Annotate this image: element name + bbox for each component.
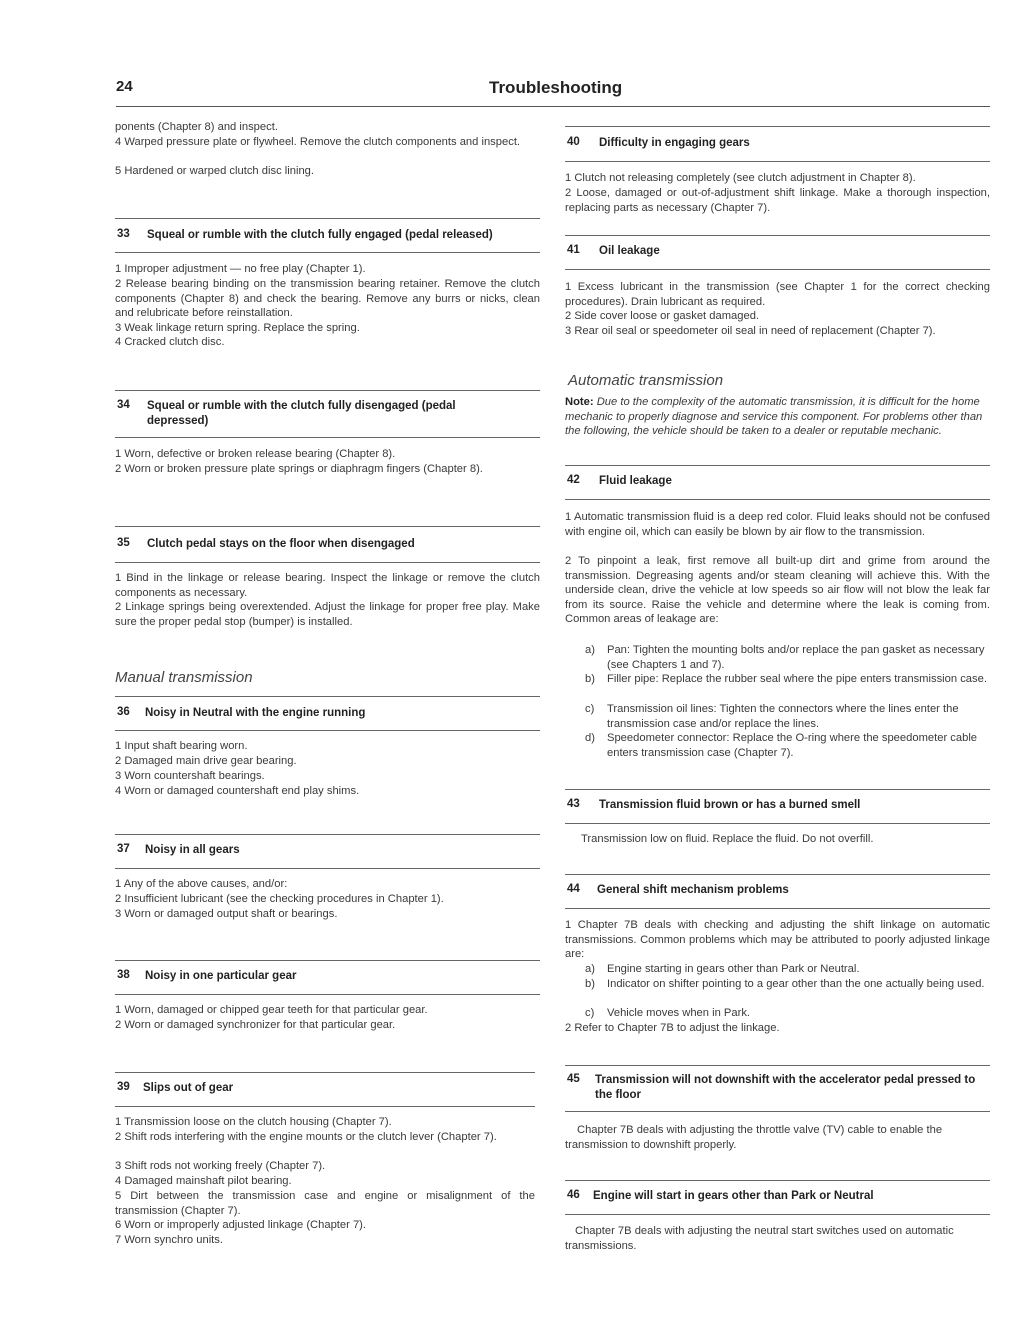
section-45-text: Chapter 7B deals with adjusting the throttle valve (TV) cable to enable the transmission to downshift properly. xyxy=(565,1124,943,1151)
list-item: 6 Worn or improperly adjusted linkage (Chapter 7). xyxy=(115,1219,367,1231)
manual-transmission-heading: Manual transmission xyxy=(115,669,253,686)
section-title: Squeal or rumble with the clutch fully engaged (pedal released) xyxy=(147,229,493,241)
list-item: 2 Shift rods interfering with the engine mounts or the clutch lever (Chapter 7). xyxy=(115,1131,497,1143)
list-item: 2 Loose, damaged or out-of-adjustment shift linkage. Make a thorough inspection, replacing parts as necessary (Chapter 7). xyxy=(565,187,990,214)
section-45-heading xyxy=(565,1065,990,1112)
note xyxy=(565,395,990,439)
sub-item-text: Transmission oil lines: Tighten the connectors where the lines enter the transmission case and/or replace the lines. xyxy=(607,703,959,730)
list-item: 2 Worn or damaged synchronizer for that particular gear. xyxy=(115,1019,396,1031)
section-number: 35 xyxy=(117,537,130,549)
list-item: 3 Weak linkage return spring. Replace the spring. xyxy=(115,322,360,334)
sub-item-label: a) xyxy=(585,644,595,656)
note-label: Note: xyxy=(565,396,594,408)
section-number: 37 xyxy=(117,843,130,855)
intro-item-5: 5 Hardened or warped clutch disc lining. xyxy=(115,165,314,177)
sub-item-text: Speedometer connector: Replace the O-ring where the speedometer cable enters transmission case (Chapter 7). xyxy=(607,732,978,759)
sub-item xyxy=(585,977,990,992)
section-title: Fluid leakage xyxy=(599,475,672,487)
list-item: 1 Clutch not releasing completely (see clutch adjustment in Chapter 8). xyxy=(565,172,916,184)
sub-item xyxy=(585,672,990,687)
list-item: 2 Side cover loose or gasket damaged. xyxy=(565,310,760,322)
sub-item xyxy=(585,643,990,672)
page-title: Troubleshooting xyxy=(489,78,623,97)
section-35-heading xyxy=(115,526,540,563)
list-item: 2 Release bearing binding on the transmission bearing retainer. Remove the clutch components (Chapter 8) and check the bearing. Remove any burrs or nicks, clean and relubricate before reinstallation. xyxy=(115,278,540,320)
section-title: Difficulty in engaging gears xyxy=(599,137,750,149)
list-item: 4 Worn or damaged countershaft end play shims. xyxy=(115,785,360,797)
section-number: 36 xyxy=(117,706,130,718)
sub-item xyxy=(585,702,990,731)
list-item: 3 Shift rods not working freely (Chapter 7). xyxy=(115,1160,326,1172)
list-item: 1 Excess lubricant in the transmission (see Chapter 1 for the correct checking procedures). Drain lubricant as required. xyxy=(565,281,990,308)
section-title: Slips out of gear xyxy=(143,1082,234,1094)
section-44-heading xyxy=(565,874,990,909)
section-title: Oil leakage xyxy=(599,245,660,257)
section-title: Engine will start in gears other than Park or Neutral xyxy=(593,1190,874,1202)
page-number: 24 xyxy=(116,78,133,95)
sub-item-label: a) xyxy=(585,963,595,975)
list-item: 1 Transmission loose on the clutch housing (Chapter 7). xyxy=(115,1116,392,1128)
list-item: 2 Linkage springs being overextended. Adjust the linkage for proper free play. Make sure the proper pedal stop (bumper) is installed. xyxy=(115,601,540,628)
section-46-text: Chapter 7B deals with adjusting the neutral start switches used on automatic transmissions. xyxy=(565,1225,954,1252)
note-text: Due to the complexity of the automatic transmission, it is difficult for the home mechanic to properly diagnose and service this component. For problems other than the following, the vehicle should be taken to a dealer or reputable mechanic. xyxy=(565,396,983,438)
section-39-heading xyxy=(115,1072,535,1107)
sub-item-text: Filler pipe: Replace the rubber seal where the pipe enters transmission case. xyxy=(607,673,987,685)
list-item: 1 Bind in the linkage or release bearing. Inspect the linkage or remove the clutch components as necessary. xyxy=(115,572,540,599)
section-46-heading xyxy=(565,1180,990,1215)
section-number: 33 xyxy=(117,228,130,240)
sub-item-text: Engine starting in gears other than Park or Neutral. xyxy=(607,963,860,975)
list-item: 1 Automatic transmission fluid is a deep red color. Fluid leaks should not be confused with engine oil, which can easily be blown by air flow to the transmission. xyxy=(565,511,990,538)
section-title: Noisy in Neutral with the engine running xyxy=(145,707,366,719)
section-title: Noisy in one particular gear xyxy=(145,970,297,982)
list-item: 3 Rear oil seal or speedometer oil seal in need of replacement (Chapter 7). xyxy=(565,325,936,337)
section-43-text: Transmission low on fluid. Replace the fluid. Do not overfill. xyxy=(581,833,874,845)
list-item: 2 Insufficient lubricant (see the checking procedures in Chapter 1). xyxy=(115,893,444,905)
list-item: 2 Worn or broken pressure plate springs or diaphragm fingers (Chapter 8). xyxy=(115,463,483,475)
sub-item-text: Indicator on shifter pointing to a gear other than the one actually being used. xyxy=(607,978,985,990)
section-title: General shift mechanism problems xyxy=(597,884,789,896)
section-number: 45 xyxy=(567,1073,580,1085)
list-item: 4 Damaged mainshaft pilot bearing. xyxy=(115,1175,292,1187)
list-item: 1 Worn, defective or broken release bearing (Chapter 8). xyxy=(115,448,396,460)
sub-item-label: b) xyxy=(585,673,595,685)
section-title: Clutch pedal stays on the floor when disengaged xyxy=(147,538,415,550)
automatic-transmission-heading: Automatic transmission xyxy=(568,372,724,389)
section-40-heading xyxy=(565,126,990,162)
sub-item-text: Pan: Tighten the mounting bolts and/or replace the pan gasket as necessary (see Chapters 1 and 7). xyxy=(607,644,985,671)
list-item: 1 Worn, damaged or chipped gear teeth for that particular gear. xyxy=(115,1004,428,1016)
section-38-heading xyxy=(115,960,540,995)
section-number: 41 xyxy=(567,244,580,256)
list-item: 3 Worn or damaged output shaft or bearings. xyxy=(115,908,338,920)
list-item: 1 Input shaft bearing worn. xyxy=(115,740,248,752)
list-item: 3 Worn countershaft bearings. xyxy=(115,770,265,782)
section-33-heading xyxy=(115,218,540,253)
section-number: 38 xyxy=(117,969,130,981)
section-number: 46 xyxy=(567,1189,580,1201)
list-item: 4 Cracked clutch disc. xyxy=(115,336,225,348)
list-item: 1 Chapter 7B deals with checking and adjusting the shift linkage on automatic transmissions. Common problems which may be attributed to poorly adjusted linkage are: xyxy=(565,919,990,961)
intro-line: ponents (Chapter 8) and inspect. xyxy=(115,121,278,133)
section-number: 44 xyxy=(567,883,580,895)
section-title: Noisy in all gears xyxy=(145,844,240,856)
sub-item-label: c) xyxy=(585,703,595,715)
section-number: 40 xyxy=(567,136,580,148)
list-item: 1 Any of the above causes, and/or: xyxy=(115,878,288,890)
section-36-heading xyxy=(115,696,540,731)
sub-item-label: c) xyxy=(585,1007,595,1019)
list-item: 2 To pinpoint a leak, first remove all built-up dirt and grime from around the transmission. Degreasing agents and/or steam cleaning will achieve this. With the underside clean, drive the vehicle at low speeds so air flow will not blow the leak far from its source. Raise the vehicle and determine where the leak is coming from. Common areas of leakage are: xyxy=(565,555,990,626)
section-number: 39 xyxy=(117,1081,130,1093)
sub-item xyxy=(585,962,990,977)
sub-item-label: b) xyxy=(585,978,595,990)
list-item: 2 Refer to Chapter 7B to adjust the linkage. xyxy=(565,1022,780,1034)
list-item: 1 Improper adjustment — no free play (Chapter 1). xyxy=(115,263,366,275)
page-header xyxy=(116,76,990,107)
sub-item-text: Vehicle moves when in Park. xyxy=(607,1007,751,1019)
section-41-heading xyxy=(565,235,990,270)
section-37-heading xyxy=(115,834,540,869)
section-42-heading xyxy=(565,465,990,500)
section-number: 42 xyxy=(567,474,580,486)
sub-item xyxy=(585,731,990,760)
section-title: Transmission will not downshift with the accelerator pedal pressed to the floor xyxy=(595,1074,976,1101)
sub-item xyxy=(585,1006,990,1021)
list-item: 7 Worn synchro units. xyxy=(115,1234,223,1246)
section-43-heading xyxy=(565,789,990,824)
section-title: Squeal or rumble with the clutch fully disengaged (pedal depressed) xyxy=(147,400,456,427)
section-34-heading xyxy=(115,390,540,438)
section-number: 34 xyxy=(117,399,130,411)
intro-item-4: 4 Warped pressure plate or flywheel. Remove the clutch components and inspect. xyxy=(115,136,521,148)
section-title: Transmission fluid brown or has a burned smell xyxy=(599,799,861,811)
sub-item-label: d) xyxy=(585,732,595,744)
list-item: 2 Damaged main drive gear bearing. xyxy=(115,755,297,767)
section-number: 43 xyxy=(567,798,580,810)
list-item: 5 Dirt between the transmission case and engine or misalignment of the transmission (Chapter 7). xyxy=(115,1190,535,1217)
